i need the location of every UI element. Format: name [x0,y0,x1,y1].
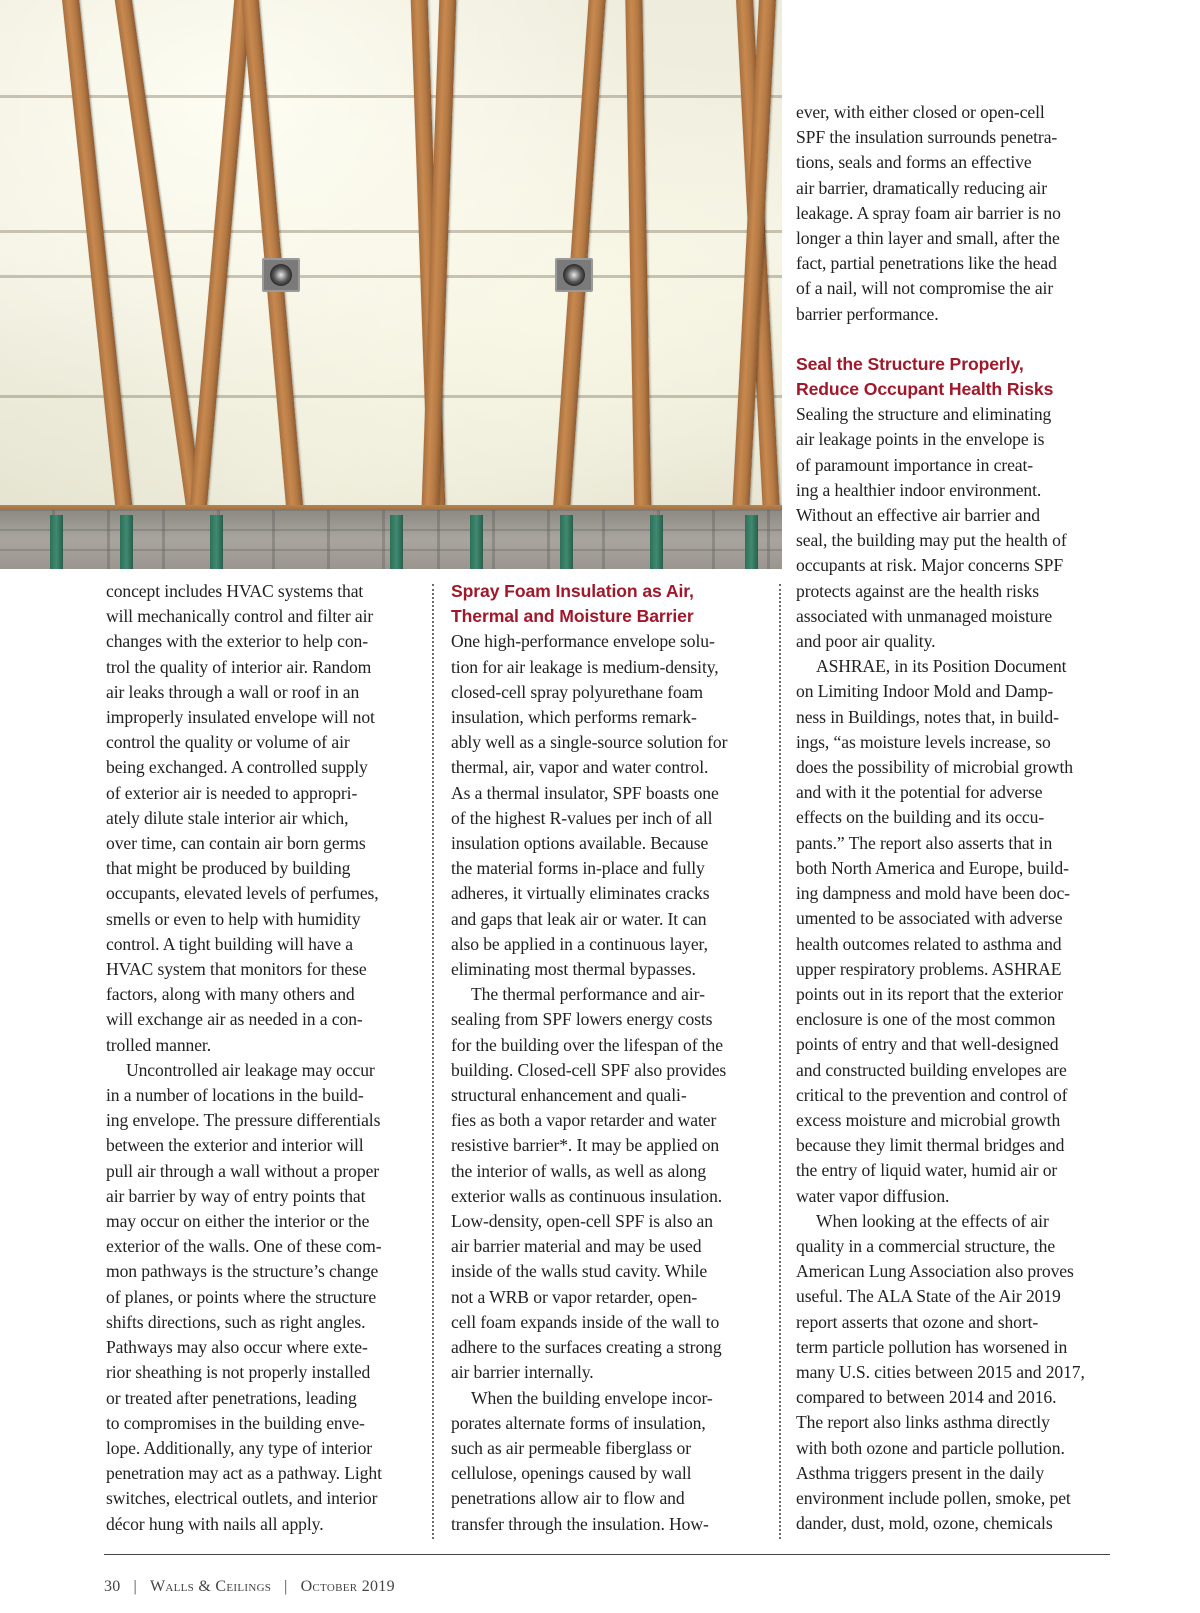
text-line: ever, with either closed or open-cell [796,102,1045,122]
text-line: in a number of locations in the build- [106,1085,364,1106]
text-line: excess moisture and microbial growth [796,1109,1061,1130]
text-line: factors, along with many others and [106,984,355,1005]
text-line: barrier performance. [796,303,939,324]
text-line: exterior of the walls. One of these com- [106,1236,382,1257]
text-line: ably well as a single-source solution for [451,732,728,753]
text-line: eliminating most thermal bypasses. [451,959,696,980]
heading-line: Thermal and Moisture Barrier [451,606,694,627]
page-number: 30 [104,1578,121,1595]
text-line: structural enhancement and quali- [451,1085,687,1106]
heading-line: Spray Foam Insulation as Air, [451,581,694,601]
text-line: leakage. A spray foam air barrier is no [796,202,1061,223]
text-line: SPF the insulation surrounds penetra- [796,127,1058,148]
issue-date: October 2019 [300,1578,395,1595]
column-divider [432,584,434,1539]
text-line: shifts directions, such as right angles. [106,1311,366,1332]
text-line: that might be produced by building [106,858,351,879]
paragraph [796,402,1116,654]
text-line: ness in Buildings, notes that, in build- [796,706,1059,727]
text-line: Asthma triggers present in the daily [796,1462,1045,1483]
column-divider [779,584,781,1539]
text-line: As a thermal insulator, SPF boasts one [451,782,719,803]
text-line: the interior of walls, as well as along [451,1160,707,1181]
paragraph [451,1386,761,1537]
text-line: points out in its report that the exterior [796,983,1063,1004]
text-line: over time, can contain air born germs [106,833,366,854]
text-line: pants.” The report also asserts that in [796,832,1053,853]
text-line: longer a thin layer and small, after the [796,228,1060,249]
text-line: ings, “as moisture levels increase, so [796,731,1051,752]
column-2 [451,579,761,1537]
text-line: The thermal performance and air- [471,984,705,1005]
text-line: lope. Additionally, any type of interior [106,1437,373,1458]
text-line: switches, electrical outlets, and interior [106,1488,378,1509]
text-line: The report also links asthma directly [796,1412,1050,1433]
text-line: being exchanged. A controlled supply [106,757,368,778]
text-line: ing envelope. The pressure differentials [106,1110,381,1131]
text-line: of the highest R-values per inch of all [451,807,713,828]
text-line: to compromises in the building enve- [106,1412,365,1433]
text-line: points of entry and that well-designed [796,1034,1059,1055]
text-line: mon pathways is the structure’s change [106,1261,379,1282]
text-line: the material forms in-place and fully [451,858,705,879]
article-photo [0,0,782,569]
text-line: décor hung with nails all apply. [106,1513,324,1534]
text-line: report asserts that ozone and short- [796,1311,1039,1332]
text-line: fies as both a vapor retarder and water [451,1110,717,1131]
text-line: upper respiratory problems. ASHRAE [796,958,1062,979]
electrical-box-icon [262,258,300,292]
text-line: air barrier by way of entry points that [106,1185,366,1206]
paragraph [451,629,761,982]
text-line: not a WRB or vapor retarder, open- [451,1286,698,1307]
section-heading-seal-structure [796,352,1116,402]
text-line: insulation options available. Because [451,833,709,854]
footer-separator: | [133,1578,138,1595]
text-line: with both ozone and particle pollution. [796,1437,1065,1458]
text-line: insulation, which performs remark- [451,707,697,728]
text-line: air barrier material and may be used [451,1236,702,1257]
text-line: tions, seals and forms an effective [796,152,1032,173]
text-line: effects on the building and its occu- [796,807,1045,828]
text-line: transfer through the insulation. How- [451,1513,709,1534]
text-line: or treated after penetrations, leading [106,1387,357,1408]
text-line: building. Closed-cell SPF also provides [451,1059,727,1080]
text-line: ing a healthier indoor environment. [796,479,1042,500]
text-line: and constructed building envelopes are [796,1059,1067,1080]
text-line: Low-density, open-cell SPF is also an [451,1211,713,1232]
text-line: trol the quality of interior air. Random [106,656,372,677]
paragraph [451,982,761,1385]
text-line: ASHRAE, in its Position Document [816,656,1067,677]
text-line: control the quality or volume of air [106,732,350,753]
text-line: health outcomes related to asthma and [796,933,1062,954]
text-line: penetrations allow air to flow and [451,1488,685,1509]
text-line: also be applied in a continuous layer, [451,933,708,954]
paragraph [106,1058,416,1537]
text-line: resistive barrier*. It may be applied on [451,1135,720,1156]
text-line: of exterior air is needed to appropri- [106,782,358,803]
text-line: control. A tight building will have a [106,933,353,954]
text-line: critical to the prevention and control of [796,1084,1068,1105]
paragraph [796,1209,1116,1537]
text-line: both North America and Europe, build- [796,857,1069,878]
text-line: term particle pollution has worsened in [796,1336,1068,1357]
text-line: between the exterior and interior will [106,1135,364,1156]
text-line: for the building over the lifespan of the [451,1034,723,1055]
text-line: sealing from SPF lowers energy costs [451,1009,713,1030]
text-line: Without an effective air barrier and [796,505,1041,526]
text-line: and gaps that leak air or water. It can [451,908,707,929]
text-line: porates alternate forms of insulation, [451,1412,706,1433]
text-line: exterior walls as continuous insulation. [451,1185,723,1206]
footer-separator: | [284,1578,288,1595]
text-line: useful. The ALA State of the Air 2019 [796,1286,1061,1307]
text-line: smells or even to help with humidity [106,908,361,929]
text-line: protects against are the health risks [796,580,1040,601]
text-line: Uncontrolled air leakage may occur [126,1059,375,1080]
text-line: the entry of liquid water, humid air or [796,1160,1058,1181]
text-line: When looking at the effects of air [816,1210,1049,1231]
text-line: and with it the potential for adverse [796,782,1043,803]
text-line: fact, partial penetrations like the head [796,253,1057,274]
text-line: adheres, it virtually eliminates cracks [451,883,710,904]
text-line: tion for air leakage is medium-density, [451,656,719,677]
text-line: such as air permeable fiberglass or [451,1437,691,1458]
text-line: American Lung Association also proves [796,1261,1074,1282]
text-line: pull air through a wall without a proper [106,1160,380,1181]
text-line: of a nail, will not compromise the air [796,278,1054,299]
text-line: air leaks through a wall or roof in an [106,681,360,702]
text-line: Sealing the structure and eliminating [796,404,1052,425]
column-1 [106,579,416,1537]
text-line: will mechanically control and filter air [106,606,374,627]
column-3 [796,100,1116,1536]
text-line: enclosure is one of the most common [796,1009,1056,1030]
text-line: dander, dust, mold, ozone, chemicals [796,1513,1053,1534]
text-line: environment include pollen, smoke, pet [796,1487,1071,1508]
text-line: quality in a commercial structure, the [796,1235,1056,1256]
text-line: closed-cell spray polyurethane foam [451,681,703,702]
text-line: will exchange air as needed in a con- [106,1009,363,1030]
text-line: One high-performance envelope solu- [451,631,715,652]
text-line: When the building envelope incor- [471,1387,713,1408]
text-line: cellulose, openings caused by wall [451,1463,692,1484]
text-line: rior sheathing is not properly installed [106,1362,371,1383]
text-line: occupants, elevated levels of perfumes, [106,883,379,904]
text-line: penetration may act as a pathway. Light [106,1463,382,1484]
text-line: umented to be associated with adverse [796,908,1063,929]
paragraph [106,579,416,1058]
paragraph [796,654,1116,1208]
text-line: may occur on either the interior or the [106,1211,370,1232]
text-line: Pathways may also occur where exte- [106,1337,368,1358]
text-line: thermal, air, vapor and water control. [451,757,709,778]
text-line: cell foam expands inside of the wall to [451,1311,720,1332]
text-line: air barrier, dramatically reducing air [796,177,1047,198]
electrical-box-icon [555,258,593,292]
publication-name: Walls & Ceilings [149,1578,272,1595]
text-line: of planes, or points where the structure [106,1286,377,1307]
text-line: inside of the walls stud cavity. While [451,1261,708,1282]
text-line: many U.S. cities between 2015 and 2017, [796,1361,1085,1382]
text-line: air leakage points in the envelope is [796,429,1045,450]
heading-line: Seal the Structure Properly, [796,353,1024,374]
text-line: HVAC system that monitors for these [106,959,367,980]
paragraph [796,100,1116,327]
footer-rule [104,1554,1110,1555]
text-line: air barrier internally. [451,1362,594,1383]
text-line: trolled manner. [106,1034,212,1055]
text-line: occupants at risk. Major concerns SPF [796,555,1064,576]
text-line: adhere to the surfaces creating a strong [451,1337,722,1358]
text-line: and poor air quality. [796,631,936,652]
text-line: does the possibility of microbial growth [796,757,1073,778]
text-line: changes with the exterior to help con- [106,631,368,652]
text-line: improperly insulated envelope will not [106,707,375,728]
text-line: water vapor diffusion. [796,1185,950,1206]
section-heading-spray-foam [451,579,761,629]
text-line: on Limiting Indoor Mold and Damp- [796,681,1054,702]
heading-line: Reduce Occupant Health Risks [796,379,1054,400]
text-line: ing dampness and mold have been doc- [796,883,1070,904]
text-line: of paramount importance in creat- [796,454,1034,475]
text-line: because they limit thermal bridges and [796,1135,1065,1156]
text-line: concept includes HVAC systems that [106,581,364,601]
text-line: associated with unmanaged moisture [796,605,1053,626]
text-line: ately dilute stale interior air which, [106,807,349,828]
text-line: compared to between 2014 and 2016. [796,1387,1057,1408]
page-footer [104,1578,395,1596]
text-line: seal, the building may put the health of [796,530,1067,551]
